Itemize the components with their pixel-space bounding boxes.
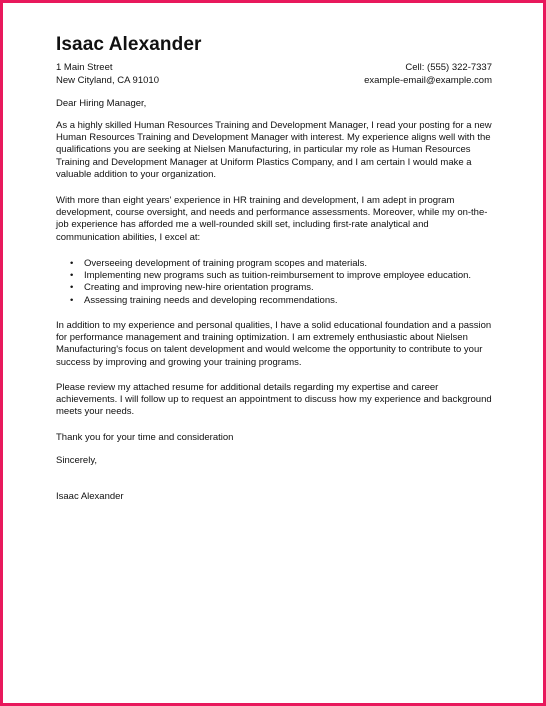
salutation: Dear Hiring Manager, [56, 98, 147, 109]
address-line-2: New Cityland, CA 91010 [56, 75, 159, 86]
email: example-email@example.com [364, 75, 492, 86]
paragraph-intro: As a highly skilled Human Resources Training and Development Manager, I read your posting for a new Human Resources Training and Development Manager with interest. My experience aligns well with the qualifications you are seeking at Nielsen Manufacturing, in particular my role as Human Resources Training and Development Manager at Uniform Plastics Company, and I am certain I would make a valuable addition to your organization. [56, 120, 492, 180]
list-item: • Assessing training needs and developing recommendations. [70, 294, 338, 306]
skills-list [56, 258, 492, 307]
paragraph-follow-up: Please review my attached resume for additional details regarding my expertise and career achievements. I will follow up to request an appointment to discuss how my experience and background meets your needs. [56, 382, 492, 418]
applicant-name: Isaac Alexander [56, 34, 202, 55]
bullet-icon: • [70, 258, 74, 269]
bullet-icon: • [70, 294, 74, 306]
list-item: • Implementing new programs such as tuition-reimbursement to improve employee education. [70, 270, 472, 282]
thanks-line: Thank you for your time and consideration [56, 432, 234, 443]
paragraph-experience: With more than eight years' experience in HR training and development, I am adept in program development, course oversight, and needs and performance assessments. Moreover, while my on-the-job experience has afforded me a well-rounded skill set, including first-rate analytical and communication abilities, I excel at: [56, 195, 488, 243]
signature-name: Isaac Alexander [56, 491, 124, 502]
address-line-1: 1 Main Street [56, 62, 113, 73]
bullet-icon: • [70, 282, 74, 294]
phone: Cell: (555) 322-7337 [405, 62, 492, 73]
contact-row-2 [56, 75, 492, 87]
paragraph-education: In addition to my experience and personal qualities, I have a solid educational foundation and a passion for performance management and training optimization. I am extremely enthusiastic about Nielsen Manufacturing's focus on talent development and would welcome the opportunity to contribute to your success by improving and growing your training programs. [56, 320, 492, 368]
closing: Sincerely, [56, 455, 98, 466]
bullet-icon: • [70, 270, 74, 282]
contact-row-1 [56, 62, 492, 74]
list-item: • Creating and improving new-hire orientation programs. [70, 282, 314, 294]
list-item: • Overseeing development of training program scopes and materials. [70, 258, 368, 269]
